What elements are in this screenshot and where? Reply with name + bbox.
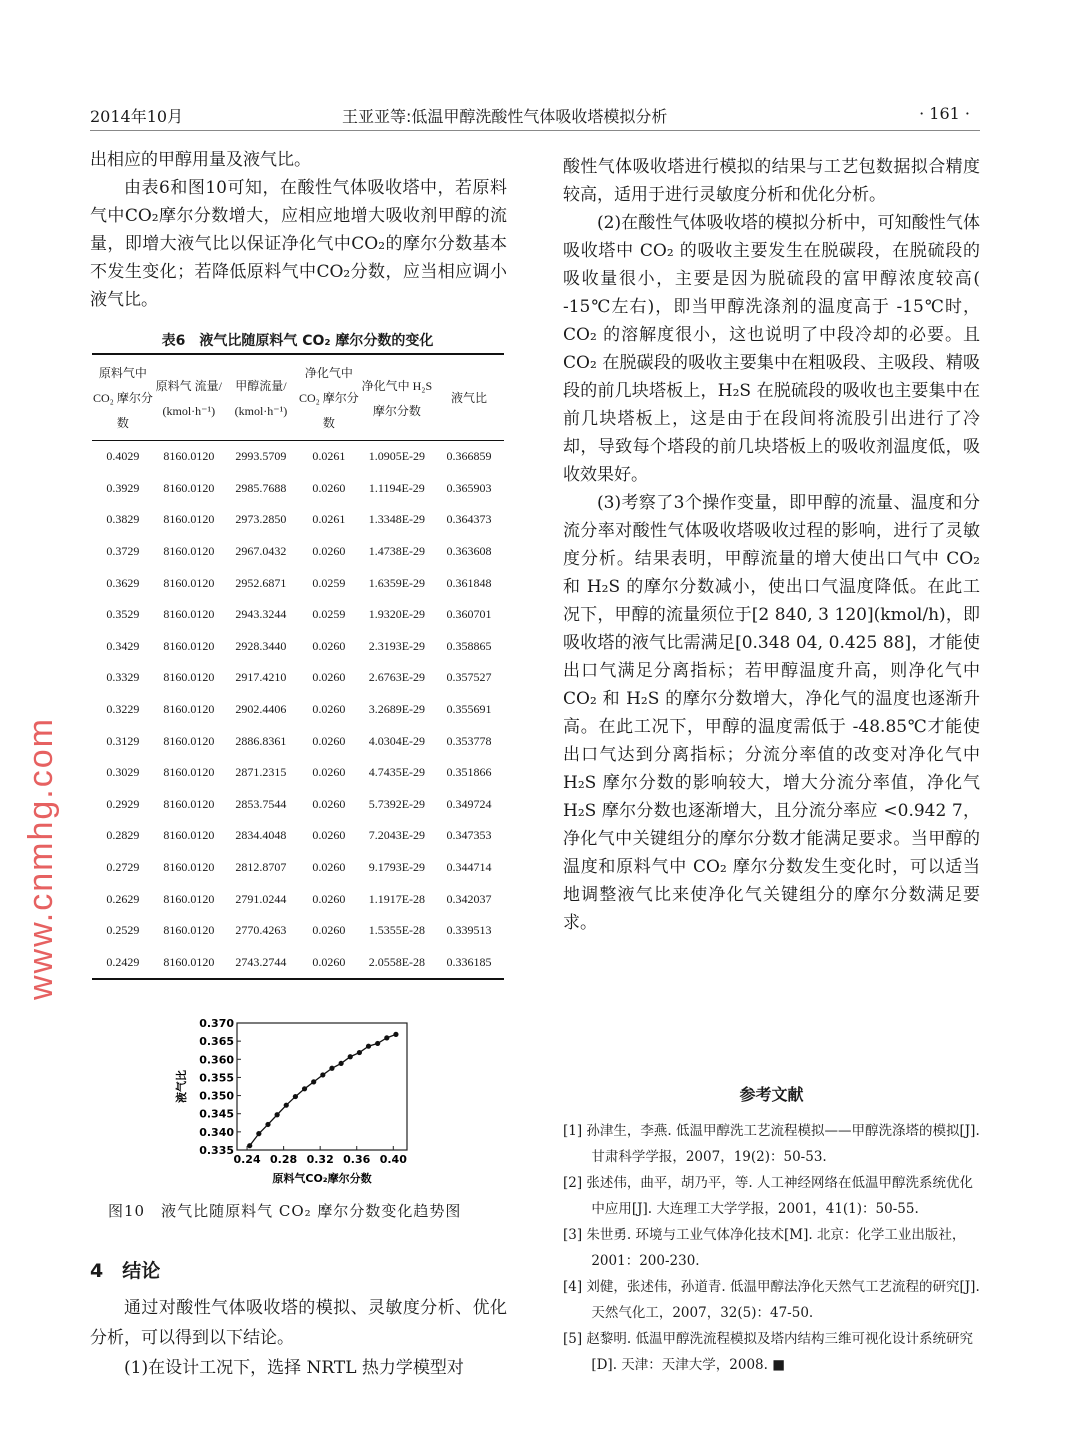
table-cell: 0.0260 (312, 923, 346, 938)
paragraph: (1)在设计工况下，选择 NRTL 热力学模型对 (124, 1358, 464, 1378)
table-cell: 0.2629 (106, 891, 140, 906)
table-cell: 2902.4406 (235, 702, 287, 717)
table-row (92, 852, 504, 884)
y-tick-label: 0.345 (199, 1107, 234, 1121)
y-tick-label: 0.370 (199, 1017, 234, 1030)
table-cell: 2943.3244 (235, 607, 287, 622)
table-cell: 7.2043E-29 (368, 828, 426, 843)
table-cell: 0.358865 (446, 638, 492, 653)
table-cell: 1.4738E-29 (368, 544, 426, 559)
table-cell: 0.353778 (446, 733, 492, 748)
table-row (92, 631, 504, 663)
table-cell: 0.0260 (312, 638, 346, 653)
column-header: 净化气中 H₂S 摩尔分数 (361, 378, 433, 418)
table-cell: 0.366859 (446, 449, 492, 464)
table-cell: 1.6359E-29 (368, 575, 426, 590)
paragraph: 酸性气体吸收塔进行模拟的结果与工艺包数据拟合精度较高，适用于进行灵敏度分析和优化分析。 (563, 157, 980, 205)
table-cell: 8160.0120 (163, 607, 215, 622)
table-cell: 2743.2744 (235, 954, 287, 969)
references-list (563, 1118, 980, 1378)
data-point (265, 1122, 270, 1127)
table-cell: 0.0260 (312, 702, 346, 717)
table-row (92, 662, 504, 694)
table-cell: 2952.6871 (235, 575, 287, 590)
column-header: 原料气中 CO₂ 摩尔分数 (92, 366, 153, 430)
table-body (92, 441, 504, 980)
table-cell: 8160.0120 (163, 480, 215, 495)
paragraph: 由表6和图10可知，在酸性气体吸收塔中，若原料气中CO₂摩尔分数增大，应相应地增大吸收剂甲醇的流量，即增大液气比以保证净化气中CO₂的摩尔分数基本不发生变化；若降低原料气中CO₂分数，应当相应调小液气比。 (90, 178, 507, 310)
table-cell: 0.0260 (312, 733, 346, 748)
data-point (329, 1066, 334, 1071)
x-axis-label: 原料气CO₂摩尔分数 (272, 1172, 372, 1185)
left-column-bottom (90, 1293, 507, 1383)
table-header-row (92, 354, 504, 441)
data-point (366, 1044, 371, 1049)
table-cell: 0.4029 (106, 449, 140, 464)
reference-item: [4] 刘健，张述伟，孙道青. 低温甲醇法净化天然气工艺流程的研究[J]. 天然气化工，2007，32(5)：47-50. (563, 1279, 980, 1321)
table-cell: 0.3129 (106, 733, 140, 748)
y-tick-label: 0.355 (199, 1071, 234, 1085)
table-cell: 1.1917E-28 (368, 891, 426, 906)
right-column (563, 153, 980, 937)
table-cell: 2853.7544 (235, 796, 287, 811)
table-cell: 0.2829 (106, 828, 140, 843)
table-cell: 3.2689E-29 (368, 702, 426, 717)
table-cell: 0.0259 (312, 575, 346, 590)
references-heading: 参考文献 (739, 1085, 804, 1104)
line-chart (175, 1010, 425, 1195)
table-cell: 2834.4048 (235, 828, 287, 843)
table-cell: 0.357527 (446, 670, 492, 685)
table-cell: 0.2429 (106, 954, 140, 969)
plot-frame (237, 1023, 407, 1150)
table-cell: 0.349724 (446, 796, 492, 811)
left-column-top (90, 146, 507, 314)
table-cell: 4.7435E-29 (368, 765, 426, 780)
table-cell: 2871.2315 (235, 765, 287, 780)
table-cell: 0.351866 (446, 765, 492, 780)
table-cell: 8160.0120 (163, 860, 215, 875)
table-row (92, 915, 504, 947)
table-cell: 8160.0120 (163, 575, 215, 590)
paragraph: 通过对酸性气体吸收塔的模拟、灵敏度分析、优化分析，可以得到以下结论。 (90, 1298, 507, 1348)
table-cell: 1.1194E-29 (368, 480, 425, 495)
data-point (293, 1094, 298, 1099)
table-cell: 8160.0120 (163, 449, 215, 464)
table-cell: 2967.0432 (235, 544, 287, 559)
running-header (90, 104, 980, 131)
table-cell: 0.344714 (446, 860, 492, 875)
x-tick-label: 0.28 (270, 1153, 298, 1166)
table-cell: 8160.0120 (163, 828, 215, 843)
data-point (311, 1079, 316, 1084)
table-row (92, 789, 504, 821)
table-cell: 0.364373 (446, 512, 492, 527)
table-row (92, 473, 504, 505)
reference-item: [1] 孙津生，李燕. 低温甲醇洗工艺流程模拟——甲醇洗涤塔的模拟[J]. 甘肃科学学报，2007，19(2)：50-53. (563, 1123, 980, 1165)
y-tick-label: 0.340 (199, 1125, 234, 1139)
x-tick-label: 0.40 (379, 1153, 407, 1166)
table-cell: 1.9320E-29 (368, 607, 426, 622)
table-cell: 8160.0120 (163, 702, 215, 717)
table-cell: 8160.0120 (163, 765, 215, 780)
table-cell: 0.2929 (106, 796, 140, 811)
table-cell: 0.0260 (312, 796, 346, 811)
column-header: 净化气中 CO₂ 摩尔分数 (298, 366, 359, 430)
issue-date: 2014年10月 (90, 107, 184, 126)
table-cell: 2.0558E-28 (368, 954, 426, 969)
table-cell: 0.361848 (446, 575, 492, 590)
table-row (92, 883, 504, 915)
paragraph: (3)考察了3个操作变量，即甲醇的流量、温度和分流分率对酸性气体吸收塔吸收过程的影响，进行了灵敏度分析。结果表明，甲醇流量的增大使出口气中 CO₂ 和 H₂S 的摩尔分数减小，使出口气温度降低。在此工况下，甲醇的流量须位于[2 840, 3 120](kmol/h)，即吸收塔的液气比需满足[0.348 04, 0.425 88]，才能使出口气满足分离指标；若甲醇温度升高，则净化气中 CO₂ 和 H₂S 的摩尔分数增大，净化气的温度也逐渐升高。在此工况下，甲醇的温度需低于 -48.85℃才能使出口气达到分离指标；分流分率值的改变对净化气中 H₂S 摩尔分数的影响较大，增大分流分率值，净化气 H₂S 摩尔分数也逐渐增大，且分流分率应 <0.942 7，净化气中关键组分的摩尔分数才能满足要求。当甲醇的温度和原料气中 CO₂ 摩尔分数发生变化时，可以适当地调整液气比来使净化气关键组分的摩尔分数满足要求。 (563, 493, 980, 933)
x-tick-label: 0.32 (306, 1153, 334, 1166)
table-cell: 0.3529 (106, 607, 140, 622)
paragraph: 出相应的甲醇用量及液气比。 (90, 150, 311, 170)
table-cell: 0.3329 (106, 670, 140, 685)
table-cell: 8160.0120 (163, 923, 215, 938)
data-point (375, 1041, 380, 1046)
table-row (92, 947, 504, 980)
data-point (284, 1103, 289, 1108)
column-header: 原料气 流量/ (kmol·h⁻¹) (155, 378, 222, 418)
table-row (92, 536, 504, 568)
table-row (92, 504, 504, 536)
page-number: · 161 · (919, 104, 970, 123)
table-cell: 0.336185 (446, 954, 492, 969)
y-tick-label: 0.360 (199, 1053, 234, 1067)
table-cell: 2.3193E-29 (368, 638, 426, 653)
table-cell: 0.0261 (312, 449, 346, 464)
table-cell: 8160.0120 (163, 954, 215, 969)
table-cell: 2770.4263 (235, 923, 287, 938)
table-cell: 0.3429 (106, 638, 140, 653)
table-cell: 2928.3440 (235, 638, 287, 653)
data-table (92, 353, 504, 980)
data-point (256, 1131, 261, 1136)
y-axis-label: 液气比 (175, 1070, 188, 1103)
data-point (393, 1032, 398, 1037)
data-point (275, 1112, 280, 1117)
table-cell: 5.7392E-29 (368, 796, 426, 811)
y-tick-label: 0.350 (199, 1089, 234, 1103)
table-cell: 1.5355E-28 (368, 923, 426, 938)
reference-item: [3] 朱世勇. 环境与工业气体净化技术[M]. 北京：化学工业出版社，2001：200-230. (563, 1227, 966, 1269)
table-cell: 8160.0120 (163, 544, 215, 559)
table-cell: 2985.7688 (235, 480, 287, 495)
table-cell: 1.0905E-29 (368, 449, 426, 464)
table-cell: 9.1793E-29 (368, 860, 426, 875)
table-cell: 8160.0120 (163, 670, 215, 685)
y-tick-label: 0.335 (199, 1144, 234, 1157)
table-cell: 8160.0120 (163, 638, 215, 653)
table-cell: 2886.8361 (235, 733, 287, 748)
table-cell: 2812.8707 (235, 860, 287, 875)
table-row (92, 820, 504, 852)
table-cell: 0.355691 (446, 702, 492, 717)
table-cell: 0.0260 (312, 670, 346, 685)
table-cell: 4.0304E-29 (368, 733, 426, 748)
table-cell: 0.0260 (312, 954, 346, 969)
data-point (302, 1086, 307, 1091)
table-cell: 2917.4210 (235, 670, 287, 685)
table-cell: 0.0260 (312, 480, 346, 495)
table-cell: 0.0260 (312, 828, 346, 843)
table-row (92, 757, 504, 789)
table-cell: 0.3729 (106, 544, 140, 559)
table-cell: 0.0260 (312, 544, 346, 559)
table-cell: 0.363608 (446, 544, 492, 559)
table-cell: 2993.5709 (235, 449, 287, 464)
table-cell: 8160.0120 (163, 733, 215, 748)
table-cell: 0.360701 (446, 607, 492, 622)
figure-caption: 图10 液气比随原料气 CO₂ 摩尔分数变化趋势图 (108, 1202, 462, 1220)
column-header: 液气比 (450, 391, 487, 405)
running-title: 王亚亚等:低温甲醇洗酸性气体吸收塔模拟分析 (342, 107, 668, 126)
table-cell: 8160.0120 (163, 796, 215, 811)
table-row (92, 441, 504, 473)
column-header: 甲醇流量/ (kmol·h⁻¹) (234, 378, 288, 418)
x-tick-label: 0.24 (233, 1153, 261, 1166)
table-cell: 0.0260 (312, 765, 346, 780)
data-point (339, 1061, 344, 1066)
watermark: www.cnmhg.com (22, 717, 60, 1000)
section-heading: 4 结论 (90, 1260, 161, 1282)
table-cell: 0.3029 (106, 765, 140, 780)
data-point (320, 1072, 325, 1077)
table-cell: 0.3629 (106, 575, 140, 590)
table-row (92, 725, 504, 757)
table-cell: 0.339513 (446, 923, 492, 938)
table-cell: 0.2729 (106, 860, 140, 875)
data-point (357, 1050, 362, 1055)
table-cell: 1.3348E-29 (368, 512, 426, 527)
y-tick-label: 0.365 (199, 1035, 234, 1049)
data-point (247, 1143, 252, 1148)
reference-item: [5] 赵黎明. 低温甲醇洗流程模拟及塔内结构三维可视化设计系统研究[D]. 天津：天津大学，2008. ■ (563, 1331, 973, 1373)
reference-item: [2] 张述伟，曲平，胡乃平，等. 人工神经网络在低温甲醇洗系统优化中应用[J]. 大连理工大学学报，2001，41(1)：50-55. (563, 1175, 973, 1217)
table-cell: 8160.0120 (163, 512, 215, 527)
table-cell: 0.342037 (446, 891, 492, 906)
table-cell: 0.0260 (312, 860, 346, 875)
data-point (348, 1054, 353, 1059)
series-line (250, 1034, 396, 1145)
table-cell: 0.3229 (106, 702, 140, 717)
data-point (384, 1035, 389, 1040)
table-cell: 2791.0244 (235, 891, 287, 906)
table-cell: 8160.0120 (163, 891, 215, 906)
x-tick-label: 0.36 (343, 1153, 371, 1166)
table-cell: 0.0259 (312, 607, 346, 622)
table-cell: 0.3829 (106, 512, 140, 527)
table-cell: 2973.2850 (235, 512, 287, 527)
table-row (92, 599, 504, 631)
table-row (92, 694, 504, 726)
table-row (92, 567, 504, 599)
table-cell: 0.0261 (312, 512, 346, 527)
table-cell: 2.6763E-29 (368, 670, 426, 685)
table-cell: 0.2529 (106, 923, 140, 938)
table-cell: 0.0260 (312, 891, 346, 906)
table-title: 表6 液气比随原料气 CO₂ 摩尔分数的变化 (161, 333, 434, 349)
paragraph: (2)在酸性气体吸收塔的模拟分析中，可知酸性气体吸收塔中 CO₂ 的吸收主要发生在脱碳段，在脱硫段的吸收量很小，主要是因为脱硫段的富甲醇浓度较高( -15℃左右)，即当甲醇洗涤剂的温度高于 -15℃时，CO₂ 的溶解度很小，这也说明了中段冷却的必要。且 CO₂ 在脱碳段的吸收主要集中在粗吸段、主吸段、精吸段的前几块塔板上，H₂S 在脱硫段的吸收也主要集中在前几块塔板上，这是由于在段间将流股引出进行了冷却，导致每个塔段的前几块塔板上的吸收剂温度低，吸收效果好。 (563, 213, 980, 485)
table-cell: 0.3929 (106, 480, 140, 495)
table-cell: 0.365903 (446, 480, 492, 495)
table-cell: 0.347353 (446, 828, 492, 843)
